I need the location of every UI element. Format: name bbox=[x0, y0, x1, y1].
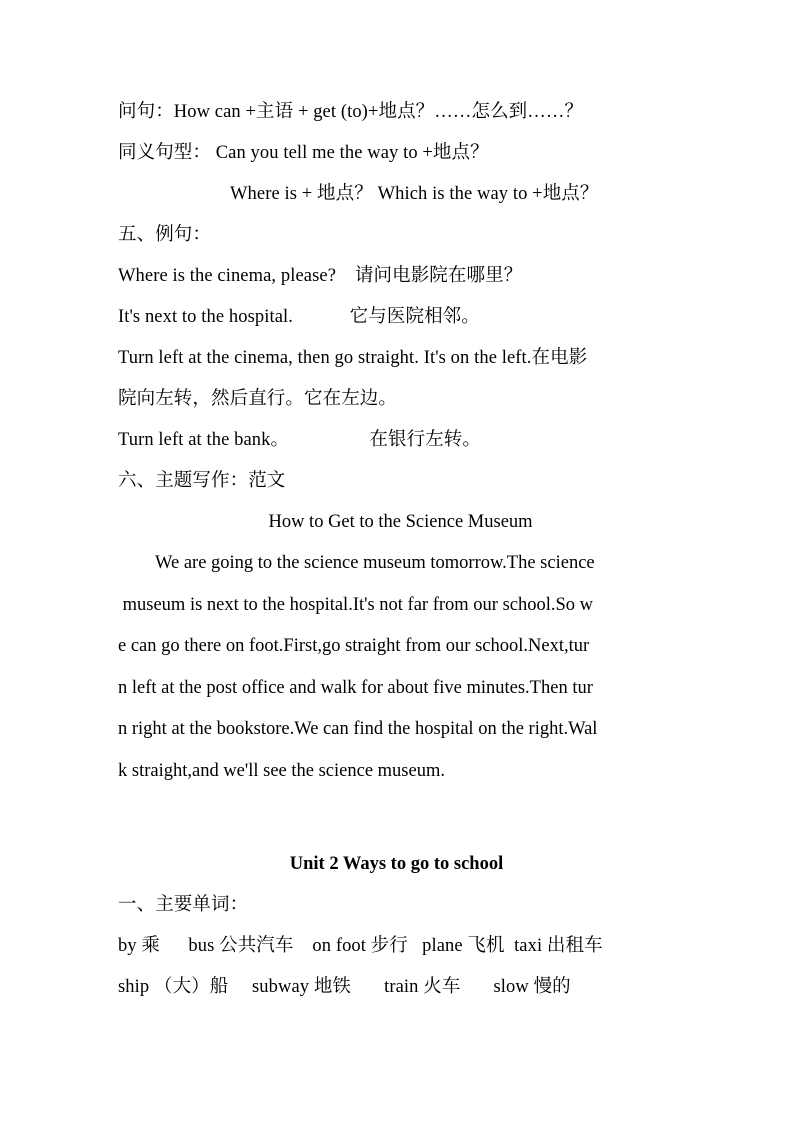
essay-title: How to Get to the Science Museum bbox=[268, 512, 533, 532]
section-five-example-4: 院向左转，然后直行。它在左边。 bbox=[118, 389, 398, 409]
section-six-heading: 六、主题写作：范文 bbox=[118, 471, 286, 491]
question-pattern-line-2: 同义句型： Can you tell me the way to +地点？ bbox=[118, 143, 489, 163]
essay-line-1: We are going to the science museum tomorrow.The science bbox=[118, 553, 595, 573]
section-five-example-3: Turn left at the cinema, then go straight. It's on the left.在电影 bbox=[118, 348, 588, 368]
question-pattern-line-3: Where is + 地点？ Which is the way to +地点？ bbox=[230, 184, 599, 204]
unit2-vocab-line-1: by 乘 bus 公共汽车 on foot 步行 plane 飞机 taxi 出租车 bbox=[118, 936, 603, 956]
essay-line-6: k straight,and we'll see the science museum. bbox=[118, 760, 445, 781]
section-spacer bbox=[118, 792, 675, 844]
question-pattern-line-1: 问句：How can +主语 + get (to)+地点？……怎么到……？ bbox=[118, 102, 584, 122]
unit2-heading-one: 一、主要单词： bbox=[118, 895, 249, 915]
unit2-title: Unit 2 Ways to go to school bbox=[289, 854, 504, 874]
section-five-example-2: It's next to the hospital. 它与医院相邻。 bbox=[118, 307, 480, 327]
essay-line-2: museum is next to the hospital.It's not far from our school.So w bbox=[118, 594, 594, 615]
section-five-heading: 五、例句： bbox=[118, 225, 212, 245]
section-five-example-1: Where is the cinema, please? 请问电影院在哪里？ bbox=[118, 266, 523, 286]
essay-line-5: n right at the bookstore.We can find the hospital on the right.Wal bbox=[118, 719, 598, 739]
unit2-vocab-line-2: ship （大）船 subway 地铁 train 火车 slow 慢的 bbox=[118, 977, 571, 997]
essay-line-4: n left at the post office and walk for about five minutes.Then tur bbox=[118, 677, 593, 698]
essay-body bbox=[118, 543, 675, 792]
section-five-example-5: Turn left at the bank。 在银行左转。 bbox=[118, 430, 482, 450]
essay-line-3: e can go there on foot.First,go straight from our school.Next,tur bbox=[118, 636, 590, 656]
